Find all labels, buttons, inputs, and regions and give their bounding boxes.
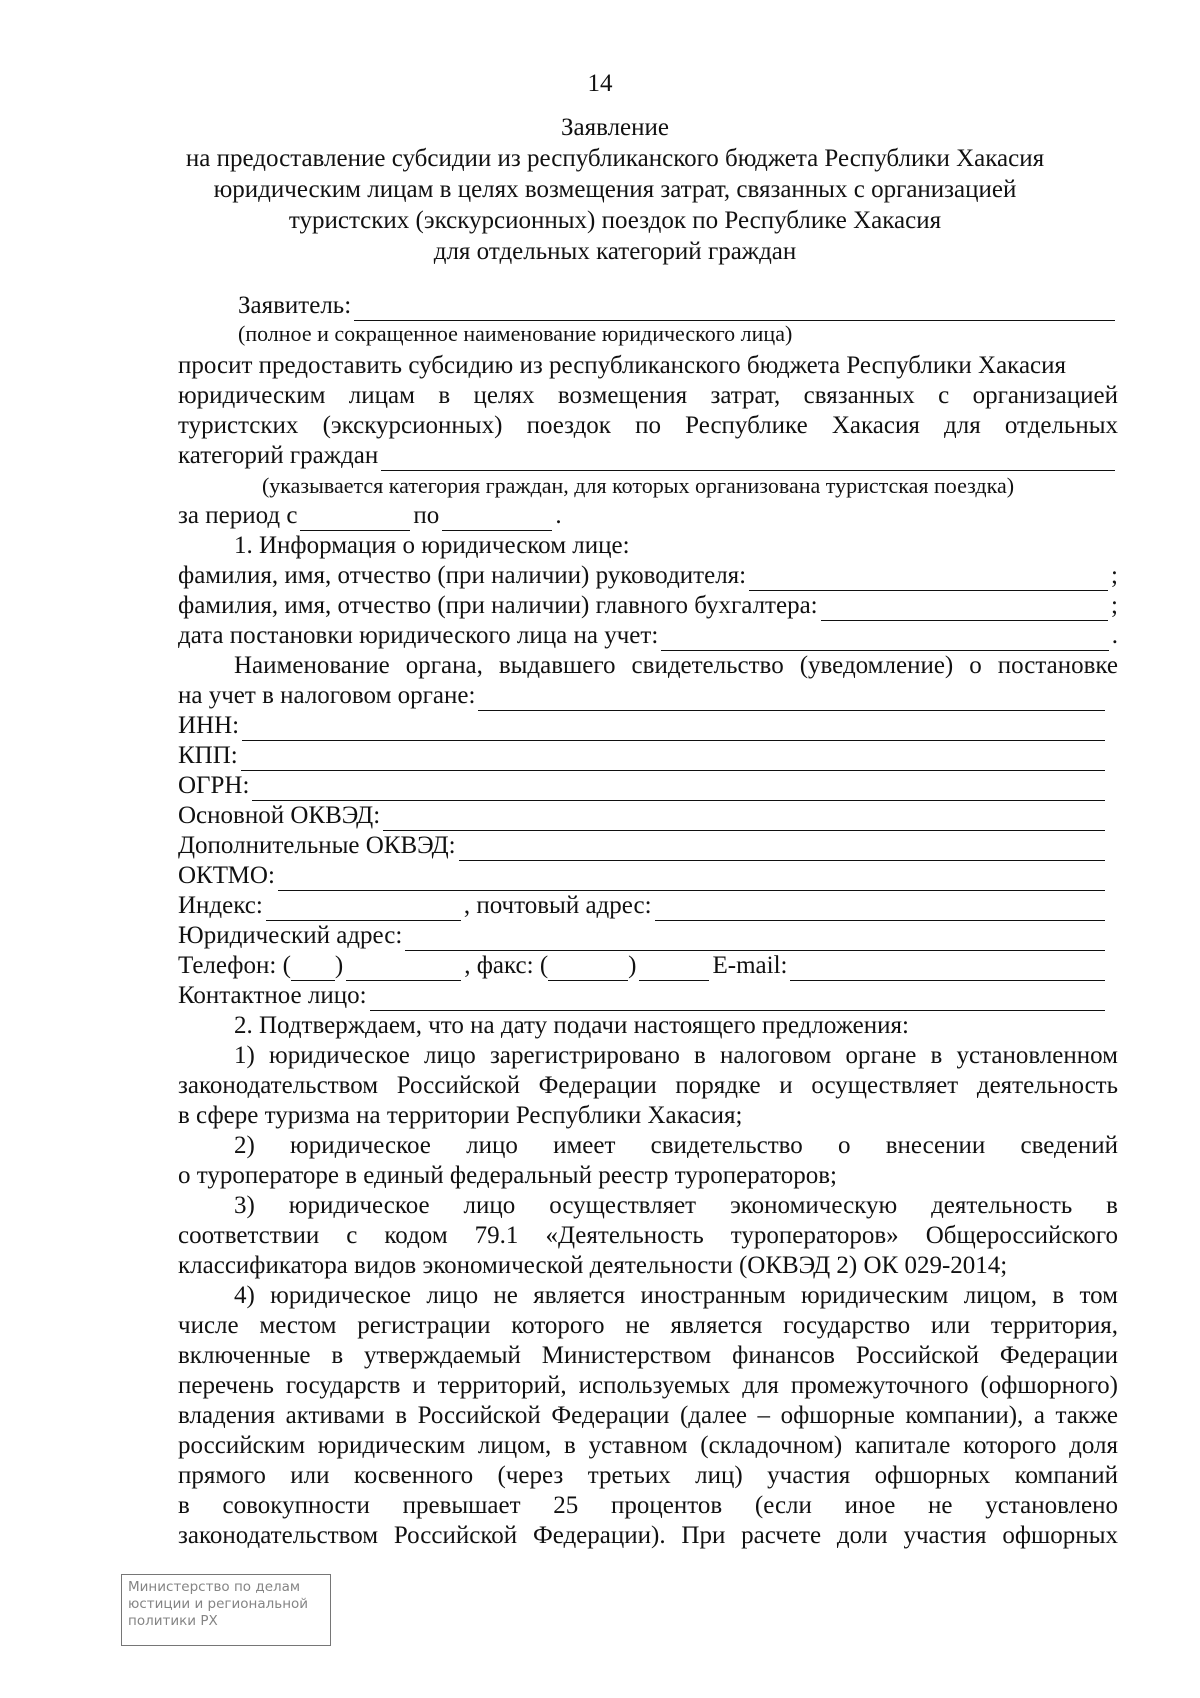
contacts-row — [178, 951, 1108, 981]
postal-address-field[interactable] — [655, 896, 1105, 921]
reg-date-label: дата постановки юридического лица на учет: — [178, 622, 659, 649]
accountant-row — [178, 591, 1118, 621]
ogrn-label: ОГРН: — [178, 772, 250, 799]
organ-line: Наименование органа, выдавшего свидетельство (уведомление) о постановке — [234, 652, 1118, 679]
inn-row — [178, 711, 1108, 741]
stamp-line: политики РХ — [128, 1613, 218, 1629]
period-to-label: по — [413, 502, 440, 529]
okved-extra-field[interactable] — [459, 836, 1105, 861]
phone-field[interactable] — [346, 956, 461, 981]
section-1-title: 1. Информация о юридическом лице: — [234, 532, 630, 559]
legal-address-label: Юридический адрес: — [178, 922, 403, 949]
accountant-field[interactable] — [821, 596, 1108, 621]
email-field[interactable] — [790, 956, 1105, 981]
title-line: на предоставление субсидии из республиканского бюджета Республики Хакасия — [185, 145, 1045, 172]
applicant-label: Заявитель: — [238, 292, 352, 319]
period-to-field[interactable] — [442, 506, 552, 531]
fax-code-field[interactable] — [548, 956, 628, 981]
item-4-line: включенные в утверждаемый Министерством финансов Российской Федерации — [178, 1342, 1118, 1369]
item-1-line: 1) юридическое лицо зарегистрировано в налоговом органе в установленном — [234, 1042, 1118, 1069]
close-paren-mark: ) — [334, 952, 344, 979]
address-row — [178, 891, 1108, 921]
item-1-line: законодательством Российской Федерации порядке и осуществляет деятельность — [178, 1072, 1118, 1099]
stamp-line: Министерство по делам — [128, 1579, 301, 1595]
item-4-line: 4) юридическое лицо не является иностранным юридическим лицом, в том — [234, 1282, 1118, 1309]
oktmo-field[interactable] — [278, 866, 1105, 891]
organ-row — [178, 681, 1108, 711]
legal-address-field[interactable] — [405, 926, 1105, 951]
item-4-line: российским юридическим лицом, в уставном (складочном) капитале которого доля — [178, 1432, 1118, 1459]
ministry-stamp — [121, 1574, 331, 1646]
item-2-line: 2) юридическое лицо имеет свидетельство о внесении сведений — [234, 1132, 1118, 1159]
contact-label: Контактное лицо: — [178, 982, 367, 1009]
period-mark: . — [1111, 622, 1118, 649]
period-from-field[interactable] — [300, 506, 410, 531]
oktmo-label: ОКТМО: — [178, 862, 275, 889]
reg-date-field[interactable] — [661, 626, 1108, 651]
section-2-title: 2. Подтверждаем, что на дату подачи настоящего предложения: — [234, 1012, 909, 1039]
period-mark: . — [555, 502, 562, 529]
okved-main-label: Основной ОКВЭД: — [178, 802, 381, 829]
item-1-line: в сфере туризма на территории Республики Хакасия; — [178, 1102, 743, 1129]
semicolon-mark: ; — [1111, 562, 1118, 589]
phone-code-field[interactable] — [291, 956, 335, 981]
index-label: Индекс: — [178, 892, 263, 919]
request-line: просит предоставить субсидию из республиканского бюджета Республики Хакасия — [178, 352, 1067, 379]
okved-extra-label: Дополнительные ОКВЭД: — [178, 832, 456, 859]
title-line: для отдельных категорий граждан — [433, 238, 797, 265]
fax-field[interactable] — [639, 956, 709, 981]
document-title — [150, 112, 1080, 267]
item-4-line: перечень государств и территорий, используемых для промежуточного (офшорного) — [178, 1372, 1118, 1399]
item-3-line: классификатора видов экономической деятельности (ОКВЭД 2) ОК 029-2014; — [178, 1252, 1008, 1279]
item-4-line: в совокупности превышает 25 процентов (если иное не установлено — [178, 1492, 1118, 1519]
close-paren-mark: ) — [628, 952, 637, 979]
item-4-line: числе местом регистрации которого не является государство или территория, — [178, 1312, 1118, 1339]
head-field[interactable] — [749, 566, 1108, 591]
category-hint: (указывается категория граждан, для которых организована туристская поездка) — [261, 473, 1015, 498]
request-line: туристских (экскурсионных) поездок по Республике Хакасия для отдельных — [178, 412, 1118, 439]
ogrn-row — [178, 771, 1108, 801]
form-body — [178, 291, 1118, 1551]
title-line: юридическим лицам в целях возмещения затрат, связанных с организацией — [213, 176, 1017, 203]
applicant-hint: (полное и сокращенное наименование юридического лица) — [238, 321, 793, 346]
title-line: Заявление — [560, 114, 670, 141]
fax-label: , факс: ( — [464, 952, 549, 979]
category-label: категорий граждан — [178, 442, 379, 469]
contact-person-row — [178, 981, 1108, 1011]
phone-label: Телефон: ( — [178, 952, 291, 979]
period-row — [178, 501, 1118, 531]
index-field[interactable] — [266, 896, 461, 921]
okved-extra-row — [178, 831, 1108, 861]
kpp-field[interactable] — [241, 746, 1105, 771]
organ-label: на учет в налоговом органе: — [178, 682, 476, 709]
head-row — [178, 561, 1118, 591]
title-line: туристских (экскурсионных) поездок по Республике Хакасия — [288, 207, 942, 234]
item-4-line: прямого или косвенного (через третьих лиц) участия офшорных компаний — [178, 1462, 1118, 1489]
oktmo-row — [178, 861, 1108, 891]
item-4-line: законодательством Российской Федерации). При расчете доли участия офшорных — [178, 1522, 1118, 1549]
okved-main-row — [178, 801, 1108, 831]
item-2-line: о туроператоре в единый федеральный реестр туроператоров; — [178, 1162, 837, 1189]
item-3-line: 3) юридическое лицо осуществляет экономическую деятельность в — [234, 1192, 1118, 1219]
request-line: юридическим лицам в целях возмещения затрат, связанных с организацией — [178, 382, 1118, 409]
kpp-row — [178, 741, 1108, 771]
applicant-row — [178, 291, 1118, 321]
applicant-field[interactable] — [354, 296, 1115, 321]
item-3-line: соответствии с кодом 79.1 «Деятельность туроператоров» Общероссийского — [178, 1222, 1118, 1249]
category-field[interactable] — [381, 446, 1115, 471]
contact-field[interactable] — [370, 986, 1105, 1011]
email-label: E-mail: — [712, 952, 788, 979]
kpp-label: КПП: — [178, 742, 238, 769]
page-number: 14 — [587, 70, 613, 97]
accountant-label: фамилия, имя, отчество (при наличии) главного бухгалтера: — [178, 592, 818, 619]
legal-address-row — [178, 921, 1108, 951]
postal-address-label: , почтовый адрес: — [463, 892, 652, 919]
inn-field[interactable] — [242, 716, 1105, 741]
period-from-label: за период с — [178, 502, 298, 529]
organ-field[interactable] — [478, 686, 1105, 711]
stamp-line: юстиции и региональной — [128, 1596, 309, 1612]
category-row — [178, 441, 1118, 471]
ogrn-field[interactable] — [252, 776, 1105, 801]
item-4-line: владения активами в Российской Федерации (далее – офшорные компании), а также — [178, 1402, 1118, 1429]
okved-main-field[interactable] — [383, 806, 1105, 831]
inn-label: ИНН: — [178, 712, 240, 739]
reg-date-row — [178, 621, 1118, 651]
head-label: фамилия, имя, отчество (при наличии) руководителя: — [178, 562, 747, 589]
semicolon-mark: ; — [1111, 592, 1118, 619]
